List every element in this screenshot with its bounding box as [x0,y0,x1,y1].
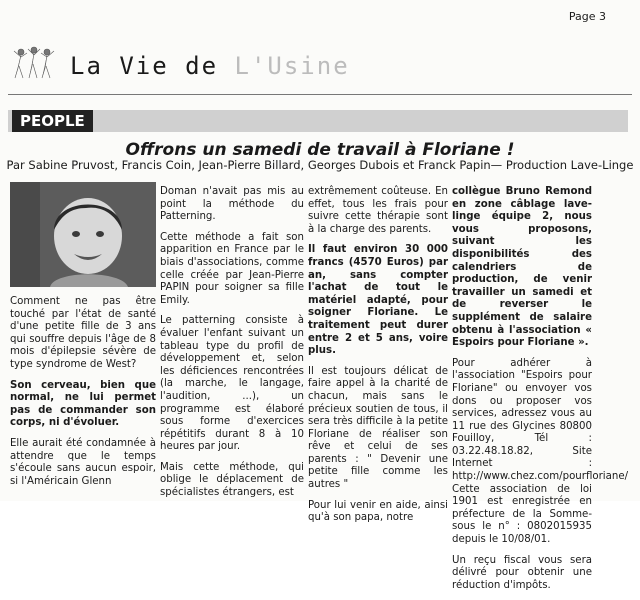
header-divider [8,94,632,95]
article-byline: Par Sabine Pruvost, Francis Coin, Jean-Pierre Billard, Georges Dubois et Franck Papin— Production Lave-Linge [6,158,634,172]
section-label: PEOPLE [12,110,93,132]
child-portrait-icon [10,182,156,287]
child-photo [10,182,156,287]
col2-paragraph-1: Doman n'avait pas mis au point la méthode du Patterning. [160,186,304,223]
article-column-1 [10,296,156,496]
col2-paragraph-3: Le patterning consiste à évaluer l'enfant suivant un tableau type du profil de développement et, selon les déficiences rencontrées (la marche, le langage, l'audition, ...), un programme est élaboré sous forme d'exercices répétitifs durant 8 à 10 heures par jour. [160,315,304,453]
section-bar [8,110,628,132]
article-column-3 [308,186,448,533]
masthead-main: La Vie de [70,52,219,80]
page-number: Page 3 [568,10,606,23]
col2-paragraph-4: Mais cette méthode, qui oblige le déplacement de spécialistes étrangers, est [160,461,304,499]
article-title: Offrons un samedi de travail à Floriane ! [125,140,515,160]
col4-paragraph-3: Un reçu fiscal vous sera délivré pour obtenir une réduction d'impôts. [452,554,592,591]
col1-paragraph-2: Son cerveau, bien que normal, ne lui permet pas de commander son corps, ni d'évoluer. [10,379,156,429]
col4-paragraph-1: collègue Bruno Remond en zone câblage lave-linge équipe 2, nous vous proposons, suivant les disponibilités des calendriers de production, de venir travailler un samedi et de reverser le supplément de salaire obtenu à l'association « Espoirs pour Floriane ». [452,186,592,349]
masthead-title [70,52,350,80]
col3-paragraph-2: Il faut environ 30 000 francs (4570 Euros) par an, sans compter l'achat de tout le matériel adapté, pour soigner Floriane. Le traitement peut durer entre 2 et 5 ans, voire plus. [308,244,448,357]
col4-paragraph-2: Pour adhérer à l'association "Espoirs pour Floriane" ou envoyer vos dons ou proposer vos services, adressez vous au 11 rue des Glycines 80800 Fouilloy, Tél : 03.22.48.18.82, Site Internet : http://www.chez.com/pourfloriane/ Cette association de loi 1901 est enregistrée en préfecture de la Somme-sous le n° : 0802015935 depuis le 10/08/01. [452,357,629,546]
col3-paragraph-3: Il est toujours délicat de faire appel à la charité de chacun, mais sans le précieux soutien de tous, il sera très difficile à la petite Floriane de réaliser son rêve et celui de ses parents : " Devenir une petite fille comme les autres " [308,365,448,491]
dancers-logo-icon [12,44,56,80]
col2-paragraph-2: Cette méthode a fait son apparition en France par le biais d'associations, comme celle créée par Jean-Pierre PAPIN pour soigner sa fille Emily. [160,231,304,306]
article-column-2 [160,186,304,508]
col3-paragraph-1: extrêmement coûteuse. En effet, tous les frais pour suivre cette thérapie sont à la charge des parents. [308,186,448,235]
col3-paragraph-4: Pour lui venir en aide, ainsi qu'à son papa, notre [308,499,448,524]
col1-paragraph-1: Comment ne pas être touché par l'état de santé d'une petite fille de 3 ans qui souffre depuis l'âge de 8 mois d'épilepsie sévère de type syndrome de West? [10,296,156,370]
col1-paragraph-3: Elle aurait été condamnée à attendre que le temps s'écoule sans aucun espoir, si l'Américain Glenn [10,437,156,487]
article-column-4 [452,186,629,600]
masthead-light: L'Usine [234,52,350,80]
